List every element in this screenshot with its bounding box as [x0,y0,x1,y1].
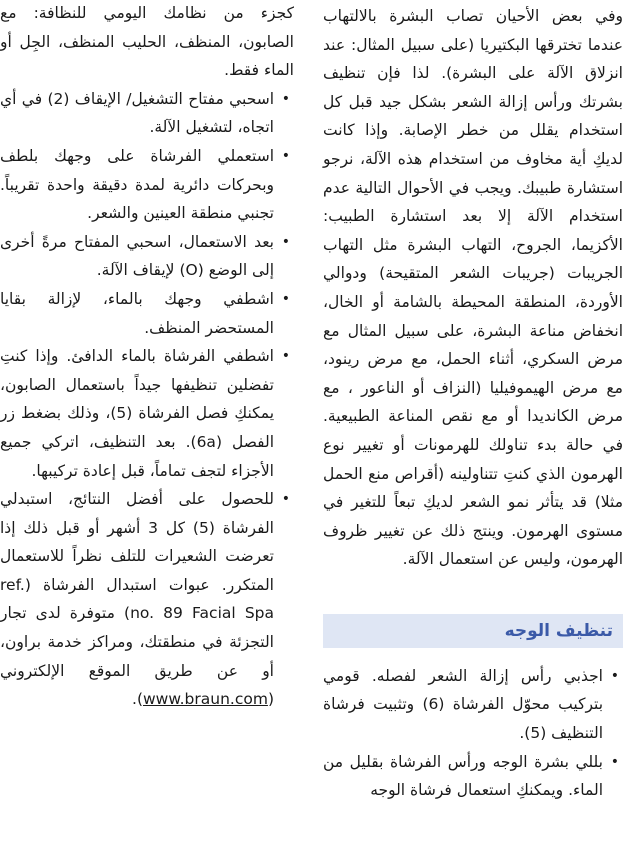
warning-paragraph: وفي بعض الأحيان تصاب البشرة بالالتهاب عندما تخترقها البكتيريا (على سبيل المثال: عند انزلاق الآلة على البشرة). لذا فإن تنظيف بشرتك ورأس إزالة الشعر بشكل جيد قبل كل استخدام يقلل من خطر الإصابة. وإذا كانت لديكِ أية مخاوف من استخدام هذه الآلة، نرجو استشارة طبيبك. ويجب في الأحوال التالية عدم استخدام الآلة إلا بعد استشارة الطبيب: الأكزيما، الجروح، التهاب البشرة مثل التهاب الجريبات (جريبات الشعر المتقيحة) ودوالي الأوردة، المنطقة المحيطة بالشامة أو الخال، انخفاض مناعة البشرة، على سبيل المثال مع مرض السكري، أثناء الحمل، مع مرض رينود، مع مرض الهيموفيليا (النزاف أو الناعور ، مع مرض الكانديدا أو مع نقص المناعة الطبيعية. في حالة بدء تناولك للهرمونات أو تغيير نوع الهرمون الذي كنتِ تتناولينه (أقراص منع الحمل مثلا) قد يتأثر نمو الشعر لديكِ تبعاً للتغير في مستوى الهرمون. وينتج ذلك عن تغيير ظروف الهرمون، وليس عن استعمال الآلة. [323,7,623,569]
step-item: • بعد الاستعمال، اسحبي المفتاح مرةً أخرى إلى الوضع (O) لإيقاف الآلة. [0,228,294,285]
braun-website-link[interactable]: www.braun.com [143,690,268,709]
facial-cleansing-steps [323,662,623,805]
left-column [0,0,294,714]
section-heading-bar [323,614,623,648]
step-item: • اسحبي مفتاح التشغيل/ الإيقاف (2) في أي اتجاه، لتشغيل الآلة. [0,85,294,142]
replacement-text: للحصول على أفضل النتائج، استبدلي الفرشاة (5) كل 3 أشهر أو قبل ذلك إذا تعرضت الشعيرات للتلف نظراً للاستعمال المتكرر. عبوات استبدال الفرشاة (ref. no. 89 Facial Spa) متوفرة لدى تجار التجزئة في منطقتك، ومراكز خدمة براون، أو عن طريق الموقع الإلكتروني ( [0,490,274,709]
step-item: • بللي بشرة الوجه ورأس الفرشاة بقليل من الماء. ويمكنكِ استعمال فرشاة الوجه [323,748,623,805]
step-item: • اجذبي رأس إزالة الشعر لفصله. قومي بتركيب محوّل الفرشاة (6) وتثبيت فرشاة التنظيف (5). [323,662,623,748]
step-item: • استعملي الفرشاة على وجهك بلطف وبحركات دائرية لمدة دقيقة واحدة تقريباً. تجنبي منطقة العينين والشعر. [0,142,294,228]
section-heading: تنظيف الوجه [504,620,613,641]
continued-text: كجزء من نظامك اليومي للنظافة: مع الصابون، المنظف، الحليب المنظف، الجِل أو الماء فقط. [0,4,294,80]
right-column [323,0,623,805]
replacement-step-item [0,485,294,714]
replacement-text-end: ). [132,690,143,709]
step-item: • اشطفي وجهك بالماء، لإزالة بقايا المستحضر المنظف. [0,285,294,342]
usage-steps [0,85,294,714]
step-item: • اشطفي الفرشاة بالماء الدافئ. وإذا كنتِ تفضلين تنظيفها جيداً باستعمال الصابون، يمكنكِ فصل الفرشاة (5)، وذلك بضغط زر الفصل (6a). بعد التنظيف، اتركي جميع الأجزاء لتجف تماماً، قبل إعادة تركيبها. [0,342,294,485]
